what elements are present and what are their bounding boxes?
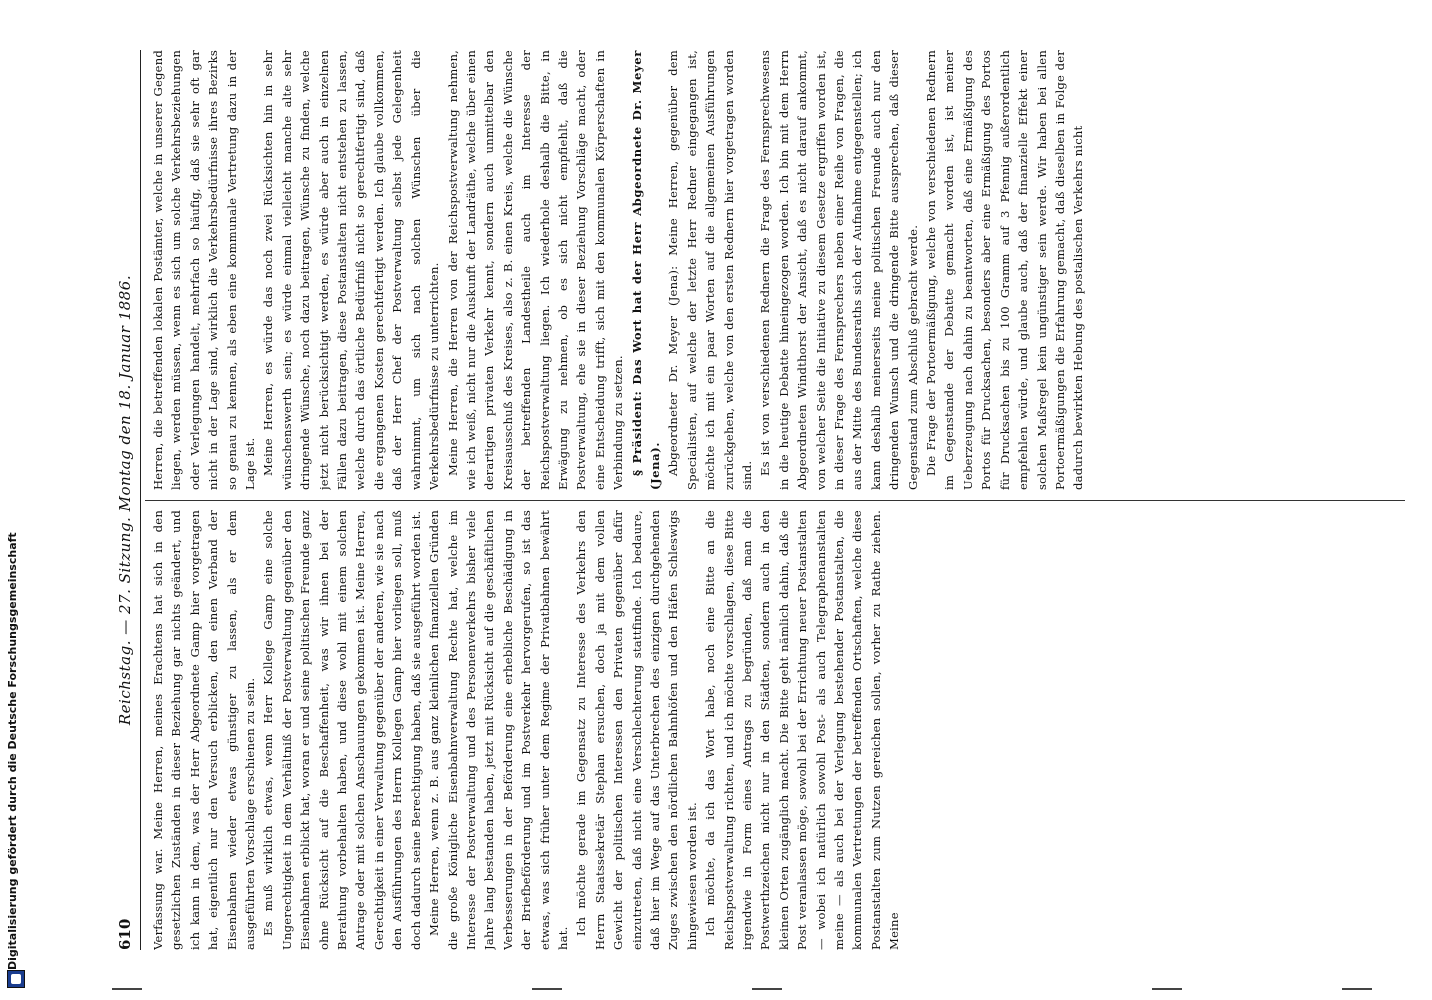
paragraph: Verfassung war. Meine Herren, meines Erachtens hat sich in den gesetzlichen Zuständen in dieser Beziehung gar nichts geändert, und ich kann in dem, was der Herr Abgeordnete Gamp hier vorgetragen hat, eigentlich nur den Versuch erblicken, den einen Verband der Eisenbahnen wieder etwas günstiger zu lassen, als er dem ausgeführten Vorschlage erschienen zu sein. [151, 510, 258, 950]
left-column [149, 510, 1399, 950]
dfg-logo-icon [7, 970, 25, 988]
paragraph: Es muß wirklich etwas, wenn Herr Kollege Gamp eine solche Ungerechtigkeit in dem Verhältniß der Postverwaltung gegenüber den Eisenbahnen erblickt hat, woran er und seine politischen Freunde ganz ohne Rücksicht auf die Beschaffenheit, was wir ihnen bei der Berathung vorbehalten haben, und diese wohl mit einem solchen Antrage oder mit solchen Anschauungen gekommen ist. Meine Herren, Gerechtigkeit in einer Verwaltung gegenüber der anderen, wie sie nach den Ausführungen des Herrn Kollegen Gamp hier vorliegen soll, muß doch dadurch seine Berechtigung haben, daß sie ausgeführt worden ist. [261, 510, 423, 950]
paragraph: Es ist von verschiedenen Rednern die Frage des Fernsprechwesens in die heutige Debatte hineingezogen worden. Ich bin mit dem Herrn Abgeordneten Windthorst der Ansicht, daß es nicht darauf ankommt, von welcher Seite die Initiative zu diesem Gesetze ergriffen worden ist, in dieser Frage des Fernsprechers neben einer Reihe von Fragen, die aus der Mitte des Bundesraths sich der Aufnahme entgegenstellen; ich kann deshalb meinerseits meine politischen Freunde auch nur den dringenden Wunsch und die dringende Bitte aussprechen, daß dieser Gegenstand zum Abschluß gebracht werde. [758, 50, 920, 490]
page-content [115, 40, 1415, 960]
running-header [115, 50, 139, 950]
rotated-print-area [115, 40, 1415, 960]
header-rule [140, 50, 141, 950]
paragraph: Ich möchte, da ich das Wort habe, noch eine Bitte an die Reichspostverwaltung richten, und ich möchte vorschlagen, diese Bitte irgendwie in Form eines Antrags zu begründen, daß man die Postwerthzeichen nicht nur in den Städten, sondern auch in den kleinen Orten zugänglich macht. Die Bitte geht nämlich dahin, daß die Post veranlassen möge, sowohl bei der Errichtung neuer Postanstalten — wobei ich natürlich sowohl Post- als auch Telegraphenanstalten meine — als auch bei der Verlegung bestehender Postanstalten, die kommunalen Vertretungen der betreffenden Ortschaften, welche diese Postanstalten zum Nutzen gereichen sollen, vorher zu Rathe ziehen. Meine [703, 510, 902, 950]
digitization-sidebar [2, 0, 28, 1000]
right-column [149, 50, 1399, 490]
paragraph: Herren, die betreffenden lokalen Postämter, welche in unserer Gegend liegen, werden müssen, wenn es sich um solche Verkehrsbeziehungen oder Verlegungen handelt, mehrfach so häufig, daß sie sehr oft gar nicht in der Lage sind, wirklich die Verkehrsbedürfnisse ihres Bezirks so genau zu kennen, als eben eine kommunale Vertretung dazu in der Lage ist. [151, 50, 258, 490]
president-remark: § Präsident: Das Wort hat der Herr Abgeordnete Dr. Meyer (Jena). [629, 50, 662, 490]
paragraph: Meine Herren, wenn z. B. aus ganz kleinlichen finanziellen Gründen die große Königliche Eisenbahnverwaltung Rechte hat, welche im Interesse der Postverwaltung und des Personenverkehrs bisher viele Jahre lang bestanden haben, jetzt mit Rücksicht auf die geschäftlichen Verbesserungen in der Beförderung eine erhebliche Beschädigung in der Briefbeförderung und im Postverkehr hervorgerufen, so ist das etwas, was sich früher unter dem Regime der Privatbahnen bewährt hat. [427, 510, 570, 950]
scan-edge-marks [112, 988, 1412, 994]
page-number: 610 [116, 918, 134, 950]
paragraph: Abgeordneter Dr. Meyer (Jena): Meine Herren, gegenüber dem Specialisten, auf welche der letzte Herr Redner eingegangen ist, möchte ich mit ein paar Worten auf die allgemeinen Ausführungen zurückgehen, welche von den ersten Rednern hier vorgetragen worden sind. [666, 50, 754, 490]
column-divider [145, 500, 1405, 501]
paragraph: Meine Herren, es würde das noch zwei Rücksichten hin in sehr wünschenswerth sein; es würde einmal vielleicht manche alte sehr dringende Wünsche, noch dazu beitragen, Wünsche zu finden, welche jetzt nicht berücksichtigt werden, es würde aber auch in einzelnen Fällen dazu beitragen, diese Postanstalten nicht entstehen zu lassen, welche durch das örtliche Bedürfniß nicht so gerechtfertigt sind, daß die ergangenen Kosten gerechtfertigt werden. Ich glaube vollkommen, daß der Herr Chef der Postverwaltung selbst jede Gelegenheit wahrnimmt, um sich nach solchen Wünschen über die Verkehrsbedürfnisse zu unterrichten. [261, 50, 442, 490]
sponsor-note: Digitalisierung gefördert durch die Deutsche Forschungsgemeinschaft [6, 532, 19, 970]
running-title: Reichstag. — 27. Sitzung. Montag den 18. Januar 1886. [116, 274, 134, 726]
paragraph: Meine Herren, die Herren von der Reichspostverwaltung nehmen, wie ich weiß, nicht nur die Auskunft der Landräthe, welche über einen derartigen privaten Verkehr kennt, sondern auch unmittelbar den Kreisausschuß des Kreises, also z. B. einen Kreis, welche die Wünsche der betreffenden Landestheile auch im Interesse der Reichspostverwaltung liegen. Ich wiederhole deshalb die Bitte, in Erwägung zu nehmen, ob es sich nicht empfiehlt, daß die Postverwaltung, ehe sie in dieser Beziehung Vorschläge macht, oder eine Entscheidung trifft, sich mit den kommunalen Körperschaften in Verbindung zu setzen. [445, 50, 626, 490]
paragraph: Ich möchte gerade im Gegensatz zu Interesse des Verkehrs den Herrn Staatssekretär Stephan ersuchen, doch ja mit dem vollen Gewicht der politischen Interessen den Privaten gegenüber dafür einzutreten, daß nicht eine Verschlechterung stattfinde. Ich bedaure, daß hier im Wege auf das Unterbrechen des einzigen durchgehenden Zuges zwischen den nördlichen Bahnhöfen und den Häfen Schleswigs hingewiesen worden ist. [574, 510, 699, 950]
paragraph: Die Frage der Portoermäßigung, welche von verschiedenen Rednern im Gegenstande der Debatte gemacht worden ist, ist meiner Ueberzeugung nach dahin zu beantworten, daß eine Ermäßigung des Portos für Drucksachen, besonders aber eine Ermäßigung des Portos für Drucksachen bis zu 100 Gramm auf 3 Pfennig außerordentlich empfehlen würde, und glaube auch, daß der finanzielle Effekt einer solchen Maßregel kein ungünstiger sein werde. Wir haben bei allen Portoermäßigungen die Erfahrung gemacht, daß dieselben in Folge der dadurch bewirkten Hebung des postalischen Verkehrs nicht [924, 50, 1086, 490]
